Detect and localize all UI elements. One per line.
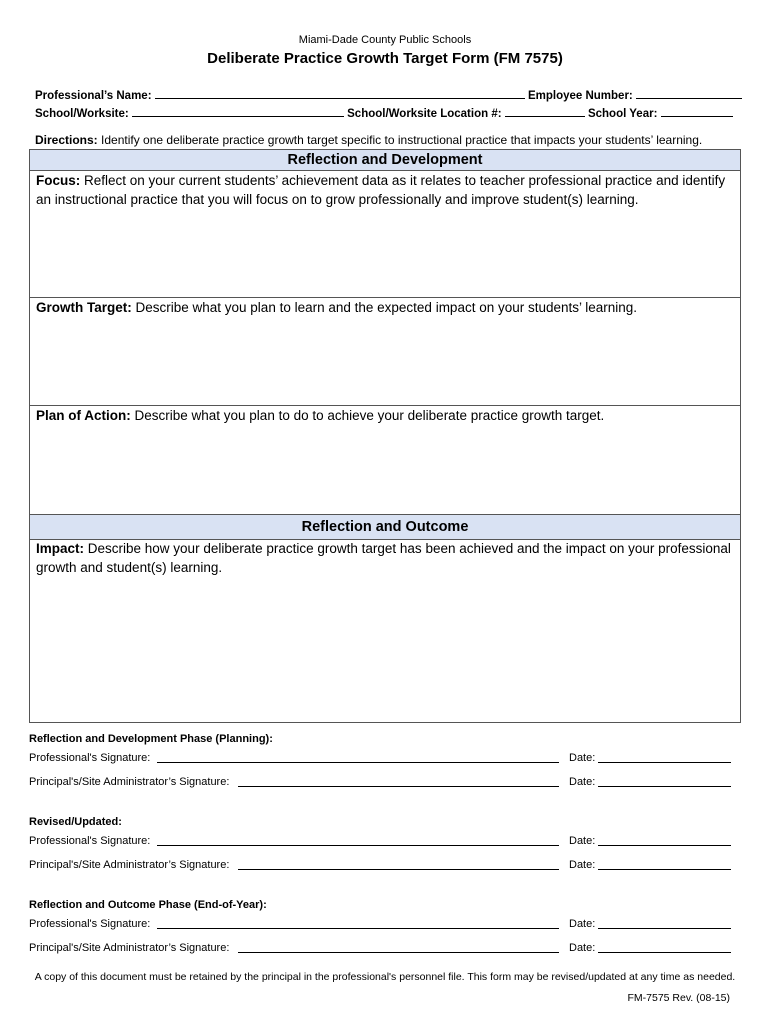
principal-signature-field[interactable] xyxy=(238,786,559,787)
date-field[interactable] xyxy=(598,762,731,763)
employee-number-field[interactable] xyxy=(636,87,742,99)
growth-target-text: Describe what you plan to learn and the expected impact on your students’ learning. xyxy=(131,300,638,315)
professional-signature-field[interactable] xyxy=(157,928,559,929)
professional-signature-field[interactable] xyxy=(157,762,559,763)
impact-section[interactable] xyxy=(29,539,741,722)
impact-text: Describe how your deliberate practice growth target has been achieved and the impact on your professional growth and student(s) learning. xyxy=(36,541,731,575)
form-title: Deliberate Practice Growth Target Form (FM 7575) xyxy=(207,50,563,67)
school-worksite-field[interactable] xyxy=(132,105,344,117)
principal-signature-label: Principal's/Site Administrator’s Signature: xyxy=(29,776,230,788)
planning-phase-title: Reflection and Development Phase (Planning): xyxy=(29,733,273,745)
date-field[interactable] xyxy=(598,869,731,870)
employee-number-label: Employee Number: xyxy=(527,90,633,102)
retention-note: A copy of this document must be retained by the principal in the professional's personnel file. This form may be revised/updated at any time as needed. xyxy=(34,971,736,983)
reflection-development-header: Reflection and Development xyxy=(29,149,741,171)
school-location-field[interactable] xyxy=(505,105,585,117)
organization-name: Miami-Dade County Public Schools xyxy=(298,34,472,46)
date-label: Date: xyxy=(569,752,596,764)
date-field[interactable] xyxy=(598,786,731,787)
professional-name-field[interactable] xyxy=(155,87,525,99)
professional-name-label: Professional’s Name: xyxy=(35,90,152,102)
revised-phase-title: Revised/Updated: xyxy=(29,816,122,828)
school-worksite-row xyxy=(35,105,733,120)
form-revision: FM-7575 Rev. (08-15) xyxy=(627,992,730,1004)
directions-text: Identify one deliberate practice growth target specific to instructional practice that impacts your students’ learning. xyxy=(97,133,703,147)
reflection-outcome-header: Reflection and Outcome xyxy=(29,514,741,540)
date-label: Date: xyxy=(569,859,596,871)
growth-target-label: Growth Target: xyxy=(36,300,132,315)
principal-signature-label: Principal's/Site Administrator’s Signature: xyxy=(29,859,230,871)
plan-of-action-text: Describe what you plan to do to achieve your deliberate practice growth target. xyxy=(130,408,605,423)
directions-label: Directions: xyxy=(35,133,98,147)
date-field[interactable] xyxy=(598,845,731,846)
date-label: Date: xyxy=(569,835,596,847)
focus-text: Reflect on your current students’ achievement data as it relates to teacher professional practice and identify an instructional practice that you will focus on to grow professionally and improve student(s) learning. xyxy=(36,173,726,207)
date-label: Date: xyxy=(569,918,596,930)
plan-of-action-section[interactable] xyxy=(29,406,741,514)
school-year-field[interactable] xyxy=(661,105,733,117)
principal-signature-label: Principal's/Site Administrator’s Signature: xyxy=(29,942,230,954)
professional-signature-label: Professional's Signature: xyxy=(29,918,151,930)
outcome-phase-title: Reflection and Outcome Phase (End-of-Year): xyxy=(29,899,267,911)
focus-section[interactable] xyxy=(29,171,741,297)
date-label: Date: xyxy=(569,942,596,954)
school-worksite-label: School/Worksite: xyxy=(35,108,129,120)
professional-signature-field[interactable] xyxy=(157,845,559,846)
principal-signature-field[interactable] xyxy=(238,869,559,870)
date-field[interactable] xyxy=(598,928,731,929)
professional-signature-label: Professional's Signature: xyxy=(29,835,151,847)
date-label: Date: xyxy=(569,776,596,788)
focus-label: Focus: xyxy=(36,173,81,188)
directions xyxy=(35,133,702,147)
date-field[interactable] xyxy=(598,952,731,953)
impact-label: Impact: xyxy=(36,541,85,556)
school-location-label: School/Worksite Location #: xyxy=(347,108,502,120)
professional-signature-label: Professional's Signature: xyxy=(29,752,151,764)
school-year-label: School Year: xyxy=(587,108,658,120)
growth-target-section[interactable] xyxy=(29,298,741,405)
principal-signature-field[interactable] xyxy=(238,952,559,953)
plan-of-action-label: Plan of Action: xyxy=(36,408,131,423)
professional-name-row xyxy=(35,87,742,102)
